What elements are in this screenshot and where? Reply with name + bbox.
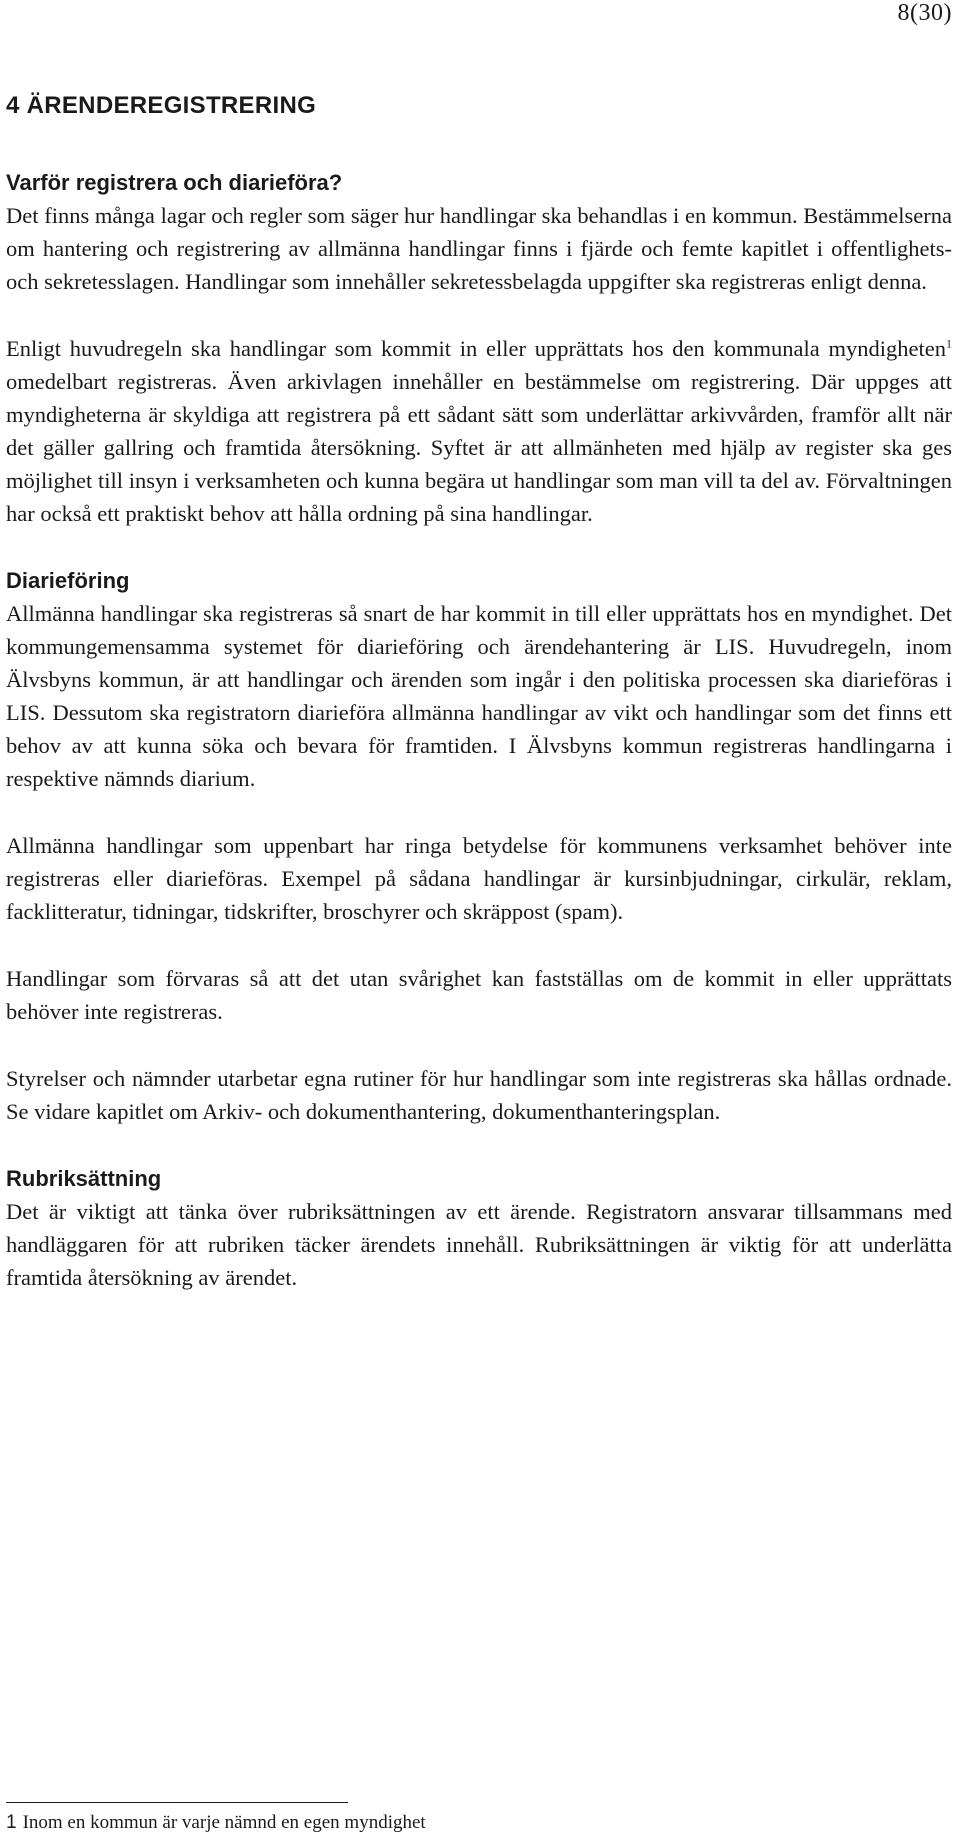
footnote [6,1812,426,1834]
diarieforing-paragraph-2: Allmänna handlingar som uppenbart har ringa betydelse för kommunens verksamhet behöver inte registreras eller diarieföras. Exempel på sådana handlingar är kursinbjudningar, cirkulär, reklam, facklitteratur, tidningar, tidskrifter, broschyrer och skräppost (spam). [6,833,952,924]
footnote-divider [6,1802,348,1803]
diarieforing-paragraph-4: Styrelser och nämnder utarbetar egna rutiner för hur handlingar som inte registreras ska hållas ordnade. Se vidare kapitlet om Arkiv- och dokumenthantering, dokumenthanteringsplan. [6,1066,952,1124]
rubriksattning-paragraph-1: Det är viktigt att tänka över rubriksättningen av ett ärende. Registratorn ansvarar tillsammans med handläggaren för att rubriken täcker ärendets innehåll. Rubriksättningen är viktig för att underlätta framtida återsökning av ärendet. [6,1199,952,1290]
document-body [6,92,952,1294]
section-title-rubriksattning: Rubriksättning [6,1166,162,1191]
diarieforing-paragraph-3: Handlingar som förvaras så att det utan svårighet kan fastställas om de kommit in eller upprättats behöver inte registreras. [6,966,952,1024]
footnote-number: 1 [6,1812,17,1833]
footnote-reference[interactable]: 1 [946,336,952,351]
why-paragraph-2-end: omedelbart registreras. Även arkivlagen innehåller en bestämmelse om registrering. Där uppges att myndigheterna är skyldiga att registrera på ett sådant sätt som underlättar arkivvården, framför allt när det gäller gallring och framtida återsökning. Syftet är att allmänheten med hjälp av register ska ges möjlighet till insyn i verksamheten och kunna begära ut handlingar som man vill ta del av. Förvaltningen har också ett praktiskt behov att hålla ordning på sina handlingar. [6,369,952,526]
section-title-why: Varför registrera och diarieföra? [6,170,343,195]
footnote-text: Inom en kommun är varje nämnd en egen myndighet [22,1812,426,1833]
diarieforing-paragraph-1: Allmänna handlingar ska registreras så snart de har kommit in till eller upprättats hos en myndighet. Det kommungemensamma systemet för diarieföring och ärendehantering är LIS. Huvudregeln, inom Älvsbyns kommun, är att handlingar och ärenden som ingår i den politiska processen ska diarieföras i LIS. Dessutom ska registratorn diarieföra allmänna handlingar av vikt och handlingar som det finns ett behov av att kunna söka och bevara för framtiden. I Älvsbyns kommun registreras handlingarna i respektive nämnds diarium. [6,601,952,791]
why-paragraph-1: Det finns många lagar och regler som säger hur handlingar ska behandlas i en kommun. Bestämmelserna om hantering och registrering av allmänna handlingar finns i fjärde och femte kapitlet i offentlighets- och sekretesslagen. Handlingar som innehåller sekretessbelagda uppgifter ska registreras enligt denna. [6,203,952,294]
why-paragraph-2-start: Enligt huvudregeln ska handlingar som kommit in eller upprättats hos den kommunala myndigheten [6,336,946,361]
section-title-diarieforing: Diarieföring [6,568,130,593]
page-number: 8(30) [897,0,952,26]
chapter-title: 4 ÄRENDEREGISTRERING [6,92,317,119]
why-paragraph-2 [6,332,952,530]
